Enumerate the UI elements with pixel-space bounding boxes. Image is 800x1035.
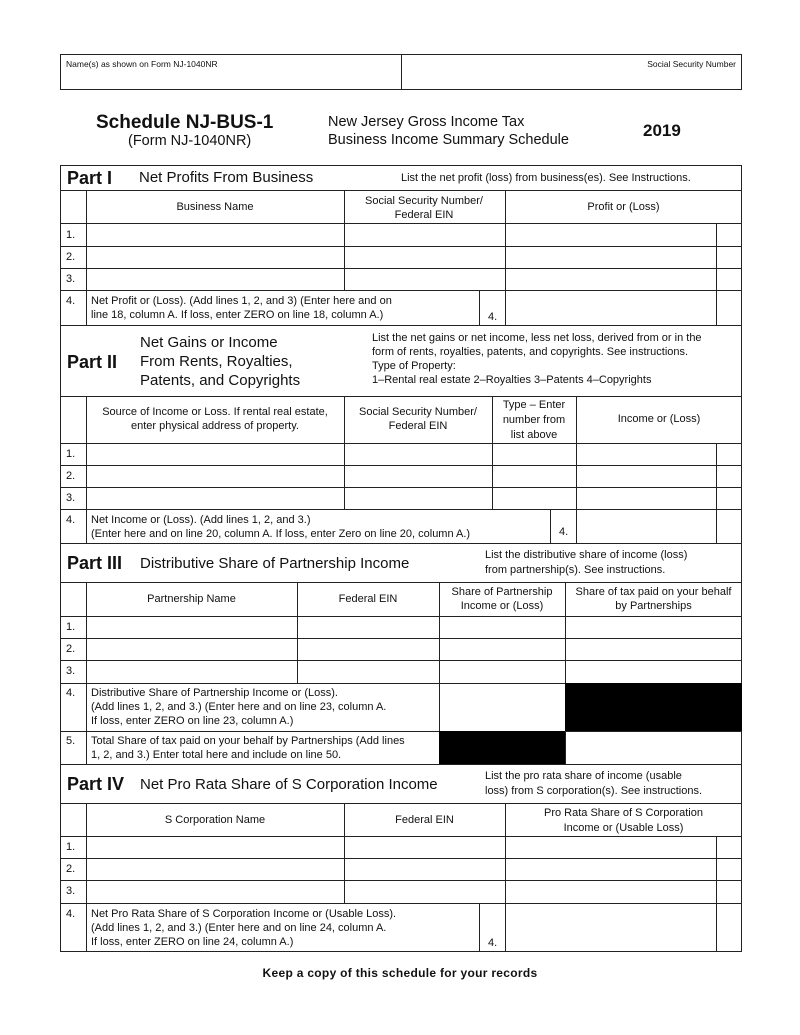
p4-row-num-2: 2. xyxy=(66,863,76,875)
p3-line5-total-field[interactable] xyxy=(566,732,741,763)
p2-col-source-2: enter physical address of property. xyxy=(131,420,299,432)
p4-row-num-3: 3. xyxy=(66,885,76,897)
part4-title: Net Pro Rata Share of S Corporation Income xyxy=(140,776,438,793)
p3-row-2[interactable] xyxy=(87,639,741,660)
p2-line4-total-field[interactable] xyxy=(577,510,715,542)
p3-line4-text-3: If loss, enter ZERO on line 23, column A.) xyxy=(91,715,294,727)
p3-col-tax-1: Share of tax paid on your behalf xyxy=(575,586,732,598)
p1-line4-text-1: Net Profit or (Loss). (Add lines 1, 2, and 3) (Enter here and on xyxy=(91,295,392,307)
part2-title-1: Net Gains or Income xyxy=(140,334,278,351)
p3-line4-text-1: Distributive Share of Partnership Income or (Loss). xyxy=(91,687,338,699)
p2-line4-box-label: 4. xyxy=(559,526,569,538)
p2-col-type-3: list above xyxy=(510,429,558,441)
p4-line4-text-1: Net Pro Rata Share of S Corporation Income or (Usable Loss). xyxy=(91,908,397,920)
p3-line4-text-2: (Add lines 1, 2, and 3.) (Enter here and on line 23, column A. xyxy=(91,701,387,713)
p2-row-1[interactable] xyxy=(87,444,741,465)
p4-col-scorp-name: S Corporation Name xyxy=(164,814,266,826)
part1-instruction: List the net profit (loss) from business(es). See Instructions. xyxy=(401,172,691,184)
p2-col-ssn-1: Social Security Number/ xyxy=(359,406,477,418)
p1-row-num-2: 2. xyxy=(66,251,76,263)
p2-row-num-2: 2. xyxy=(66,470,76,482)
p3-row-1[interactable] xyxy=(87,617,741,638)
part2-instr-4: 1–Rental real estate 2–Royalties 3–Patents 4–Copyrights xyxy=(372,374,652,386)
p4-line4-text-2: (Add lines 1, 2, and 3.) (Enter here and on line 24, column A. xyxy=(91,922,387,934)
p2-col-source-1: Source of Income or Loss. If rental real estate, xyxy=(102,406,328,418)
p2-line4-text-2: (Enter here and on line 20, column A. If loss, enter Zero on line 20, column A.) xyxy=(91,528,471,540)
p4-line4-total-field[interactable] xyxy=(506,904,715,951)
p4-row-2[interactable] xyxy=(87,859,741,880)
p2-row-num-3: 3. xyxy=(66,492,76,504)
p3-line4-shaded-cell xyxy=(565,683,742,731)
part2-instr-3: Type of Property: xyxy=(372,360,456,372)
p3-col-partnership-name: Partnership Name xyxy=(147,593,236,605)
ssn-label: Social Security Number xyxy=(647,59,736,69)
p3-col-share-2: Income or (Loss) xyxy=(460,600,544,612)
p2-row-3[interactable] xyxy=(87,488,741,509)
p4-col-share-1: Pro Rata Share of S Corporation xyxy=(544,807,703,819)
p4-col-ein: Federal EIN xyxy=(395,814,454,826)
part4-instr-2: loss) from S corporation(s). See instructions. xyxy=(485,785,703,797)
part3-instr-1: List the distributive share of income (loss) xyxy=(485,549,688,561)
p3-line5-shaded-cell xyxy=(439,731,565,764)
p3-line5-text-2: 1, 2, and 3.) Enter total here and include on line 50. xyxy=(91,749,342,761)
part2-label: Part II xyxy=(67,352,118,372)
part4-instr-1: List the pro rata share of income (usable xyxy=(485,770,682,782)
p1-col-profit: Profit or (Loss) xyxy=(587,201,660,213)
p1-col-business-name: Business Name xyxy=(176,201,254,213)
title-line-2: Business Income Summary Schedule xyxy=(328,132,569,148)
tax-year: 2019 xyxy=(643,121,681,140)
p4-line4-num: 4. xyxy=(66,908,76,920)
p3-line4-num: 4. xyxy=(66,687,76,699)
part2-title-2: From Rents, Royalties, xyxy=(140,353,293,370)
p1-row-2[interactable] xyxy=(87,247,741,268)
part2-instr-1: List the net gains or net income, less net loss, derived from or in the xyxy=(372,332,702,344)
p1-col-ssn-2: Federal EIN xyxy=(394,209,454,221)
part3-label: Part III xyxy=(67,553,123,573)
p3-line4-total-field[interactable] xyxy=(440,684,564,730)
p1-col-ssn-1: Social Security Number/ xyxy=(365,195,483,207)
part1-title: Net Profits From Business xyxy=(139,169,314,186)
p4-row-3[interactable] xyxy=(87,881,741,903)
p3-line5-num: 5. xyxy=(66,735,76,747)
p1-line4-total-field[interactable] xyxy=(506,291,715,324)
p1-row-3[interactable] xyxy=(87,269,741,290)
p3-line5-text-1: Total Share of tax paid on your behalf by Partnerships (Add lines xyxy=(91,735,405,747)
p2-row-num-1: 1. xyxy=(66,448,76,460)
p1-line4-box-label: 4. xyxy=(488,311,498,323)
p2-row-2[interactable] xyxy=(87,466,741,487)
part3-title: Distributive Share of Partnership Income xyxy=(140,555,410,572)
part3-instr-2: from partnership(s). See instructions. xyxy=(485,564,666,576)
p1-row-num-3: 3. xyxy=(66,273,76,285)
p2-col-income: Income or (Loss) xyxy=(617,413,701,425)
p2-col-ssn-2: Federal EIN xyxy=(388,420,448,432)
p1-row-1[interactable] xyxy=(87,224,741,246)
part2-title-3: Patents, and Copyrights xyxy=(140,372,301,389)
p3-col-ein: Federal EIN xyxy=(338,593,398,605)
part1-label: Part I xyxy=(67,168,113,188)
p4-row-num-1: 1. xyxy=(66,841,76,853)
p4-line4-text-3: If loss, enter ZERO on line 24, column A.) xyxy=(91,936,294,948)
name-label: Name(s) as shown on Form NJ-1040NR xyxy=(66,59,218,69)
title-line-1: New Jersey Gross Income Tax xyxy=(328,114,525,130)
p2-col-type-2: number from xyxy=(502,414,566,426)
p2-line4-num: 4. xyxy=(66,514,76,526)
part2-instr-2: form of rents, royalties, patents, and copyrights. See instructions. xyxy=(372,346,689,358)
footer-note: Keep a copy of this schedule for your records xyxy=(262,966,538,980)
p3-row-num-2: 2. xyxy=(66,643,76,655)
p1-line4-text-2: line 18, column A. If loss, enter ZERO on line 18, column A.) xyxy=(91,309,384,321)
p3-col-tax-2: by Partnerships xyxy=(615,600,692,612)
p4-col-share-2: Income or (Usable Loss) xyxy=(563,822,684,834)
form-number: (Form NJ-1040NR) xyxy=(128,133,252,149)
p3-row-3[interactable] xyxy=(87,661,741,683)
schedule-title: Schedule NJ-BUS-1 xyxy=(96,112,274,133)
p3-row-num-3: 3. xyxy=(66,665,76,677)
p4-line4-box-label: 4. xyxy=(488,937,498,949)
p1-line4-num: 4. xyxy=(66,295,76,307)
p1-row-num-1: 1. xyxy=(66,229,76,241)
p3-col-share-1: Share of Partnership xyxy=(451,586,553,598)
part4-label: Part IV xyxy=(67,774,125,794)
p4-row-1[interactable] xyxy=(87,837,741,858)
p2-line4-text-1: Net Income or (Loss). (Add lines 1, 2, and 3.) xyxy=(91,514,311,526)
p3-row-num-1: 1. xyxy=(66,621,76,633)
p2-col-type-1: Type – Enter xyxy=(502,399,566,411)
